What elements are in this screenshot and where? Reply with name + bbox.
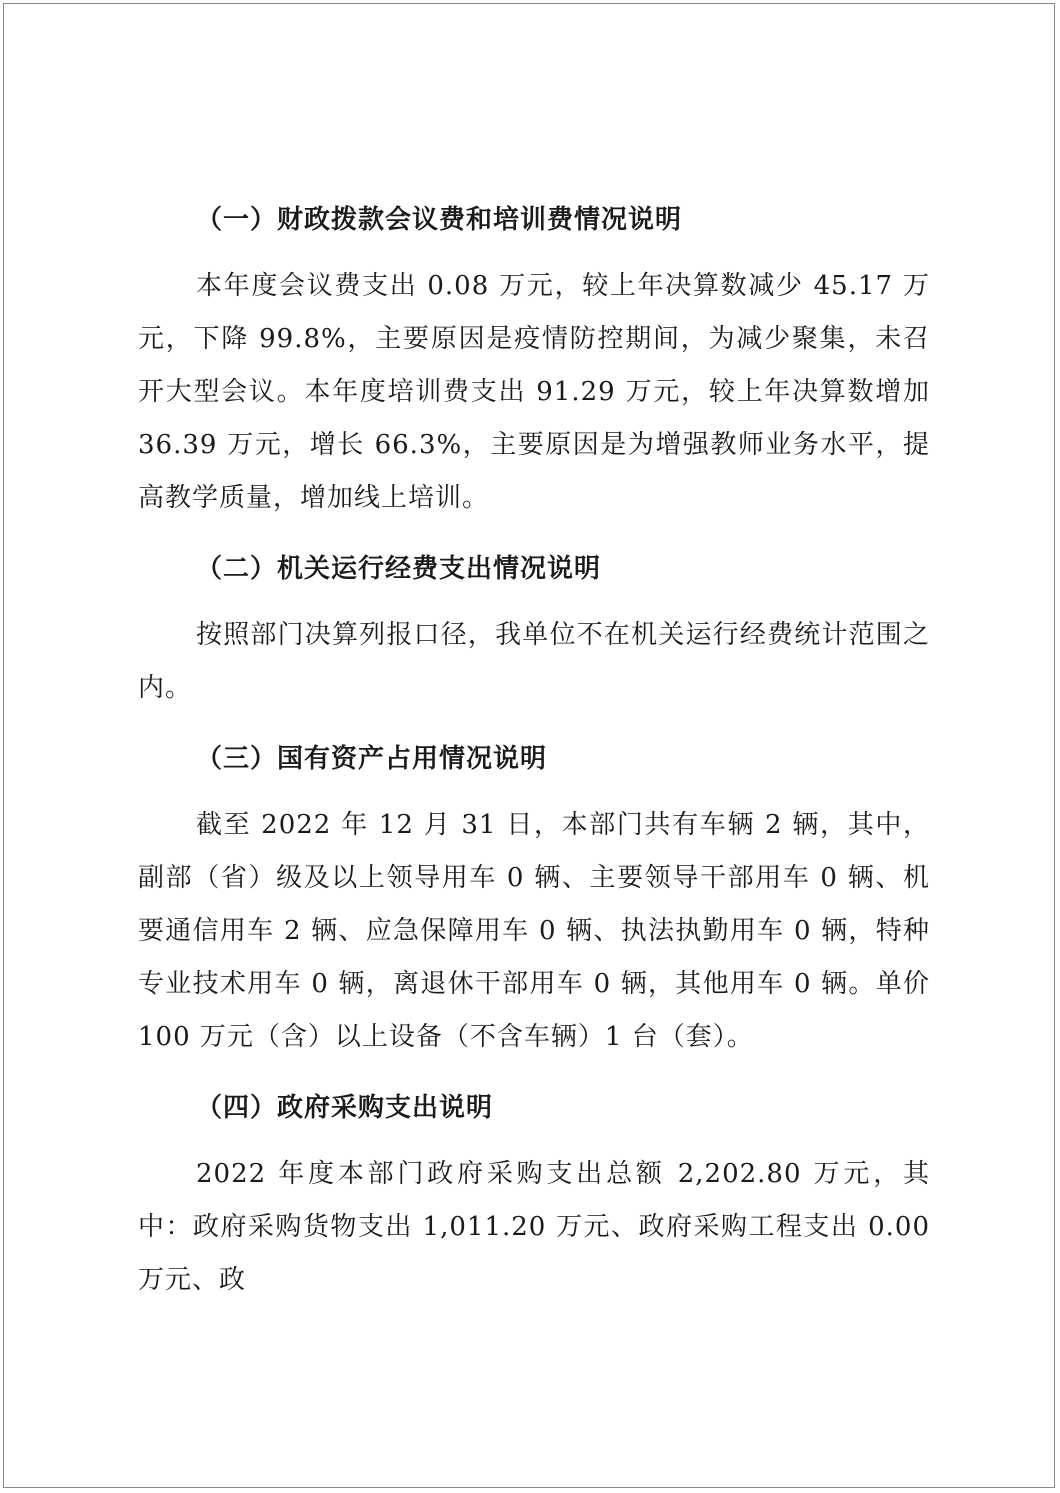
document-content xyxy=(138,194,930,1319)
section-government-procurement xyxy=(138,1082,930,1307)
section-paragraph: 截至 2022 年 12 月 31 日，本部门共有车辆 2 辆，其中，副部（省）级及以上领导用车 0 辆、主要领导干部用车 0 辆、机要通信用车 2 辆、应急保障用车 0 辆、执法执勤用车 0 辆，特种专业技术用车 0 辆，离退休干部用车 0 辆，其他用车 0 辆。单价 100 万元（含）以上设备（不含车辆）1 台（套）。 xyxy=(138,810,930,1052)
section-state-assets xyxy=(138,733,930,1064)
section-heading: （二）机关运行经费支出情况说明 xyxy=(196,554,602,584)
section-heading: （一）财政拨款会议费和培训费情况说明 xyxy=(196,205,683,235)
document-page xyxy=(3,3,1055,1488)
section-heading: （三）国有资产占用情况说明 xyxy=(196,744,548,774)
section-heading: （四）政府采购支出说明 xyxy=(196,1093,494,1123)
section-paragraph: 按照部门决算列报口径，我单位不在机关运行经费统计范围之内。 xyxy=(138,620,930,703)
section-operating-expenses xyxy=(138,543,930,715)
section-paragraph: 本年度会议费支出 0.08 万元，较上年决算数减少 45.17 万元，下降 99.8%，主要原因是疫情防控期间，为减少聚集，未召开大型会议。本年度培训费支出 91.29 万元，较上年决算数增加 36.39 万元，增长 66.3%，主要原因是为增强教师业务水平，提高教学质量，增加线上培训。 xyxy=(138,271,930,513)
section-paragraph: 2022 年度本部门政府采购支出总额 2,202.80 万元，其中：政府采购货物支出 1,011.20 万元、政府采购工程支出 0.00 万元、政 xyxy=(138,1159,930,1295)
section-meeting-training-fees xyxy=(138,194,930,525)
